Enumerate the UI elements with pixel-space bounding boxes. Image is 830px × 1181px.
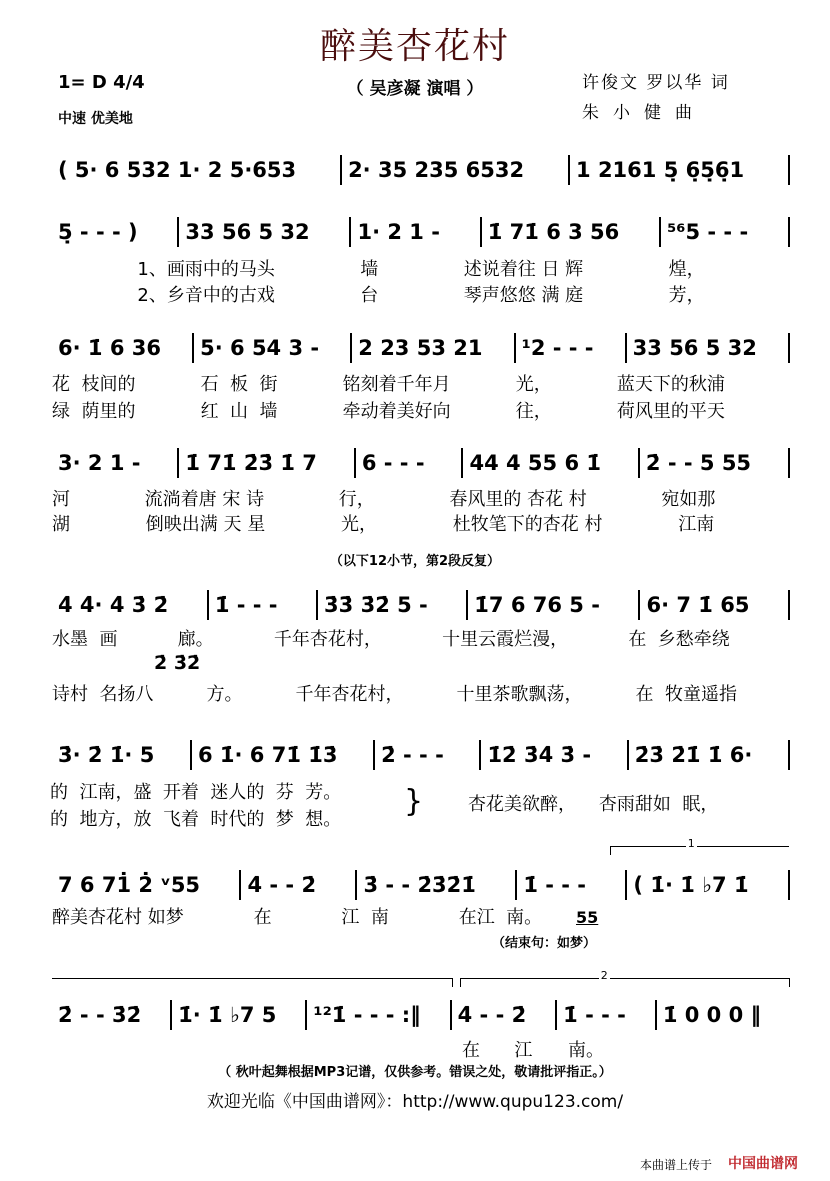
lyric: 倒映出满 天 星: [145, 514, 266, 535]
chorus-lyrics: 杏花美欲醉， 杏雨甜如 眠，: [468, 794, 719, 815]
measure: 1̇ - - -: [557, 1000, 657, 1030]
lyric: 方。: [206, 684, 243, 705]
measure: 1̇ 71̇ 6 3 56: [482, 217, 661, 247]
measure: 1 2161 5̣ 6̣5̣6̣1: [570, 155, 790, 185]
footnote: （ 秋叶起舞根据MP3记谱，仅供参考。错误之处，敬请批评指正。）: [218, 1065, 612, 1080]
measure: 2̇ - - -: [375, 740, 481, 770]
measure: 33 56 5 32: [179, 217, 351, 247]
tempo-marking: 中速 优美地: [58, 111, 133, 127]
lyric: 江南: [678, 514, 715, 535]
key-signature: 1= D 4/4: [58, 72, 145, 93]
measure: 33 56 5 32: [627, 333, 790, 363]
measure: 5̣ - - - ): [52, 217, 179, 247]
lyric: 墙: [360, 259, 379, 280]
song-title: 醉美杏花村: [319, 26, 510, 67]
repeat-note: （以下12小节，第2段反复）: [329, 554, 501, 569]
lyric: 湖: [52, 514, 70, 535]
measure: 7 6 71̇ 2̇ ᵛ55: [52, 870, 241, 900]
measure: 1̇ - - -: [517, 870, 627, 900]
lyric: 花 枝间的: [52, 374, 136, 395]
lyric: 铭刻着千年月: [342, 374, 451, 395]
measure: 1̇2̇ 3̇4̇ 3̇ -: [481, 740, 628, 770]
measure: 6· 1̇ 6 36: [52, 333, 194, 363]
lyric: 荷风里的平天: [616, 401, 725, 422]
measure: 6· 7 1̇ 65: [640, 590, 790, 620]
lyrics-verse-2: [52, 683, 790, 707]
lyric: 煌，: [668, 259, 705, 280]
system-8: [52, 1000, 790, 1030]
lyric: 春风里的 杏花 村: [449, 489, 587, 510]
lyric: 在 乡愁牵绕: [628, 629, 730, 650]
measure: ( 1̇· 1̇ ♭7 1̇: [627, 870, 790, 900]
measure: 2̇3̇ 2̇1̇ 1̇ 6·: [629, 740, 790, 770]
lyric: 琴声悠悠 满 庭: [463, 285, 584, 306]
lyric: 行，: [338, 489, 375, 510]
lyric: 往，: [515, 401, 552, 422]
system-3: [52, 333, 790, 363]
measure: 2· 35 235 6532: [342, 155, 570, 185]
measure: 6 - - -: [356, 448, 464, 478]
lyric: 流淌着唐 宋 诗: [144, 489, 265, 510]
brace-icon: }: [404, 784, 424, 819]
measure: 3̇ - - 2̇3̇2̇1̇: [357, 870, 517, 900]
measure: 1̇ - - -: [209, 590, 318, 620]
lyric: 台: [360, 285, 379, 306]
lyric: 在江 南。: [458, 907, 543, 928]
lyrics-verse-2: 的 地方，放 飞着 时代的 梦 想。: [50, 809, 342, 830]
composer: 朱小健曲: [582, 103, 706, 123]
system-7: [52, 870, 790, 900]
lyrics-verse-2: [52, 284, 790, 308]
measure: 3̇3̇ 3̇2̇ 5 -: [318, 590, 468, 620]
measure: 4̇ 4̇· 4̇ 3̇ 2̇: [52, 590, 209, 620]
lyric: 红 山 墙: [200, 401, 278, 422]
measure: ¹²1̇ - - - :‖: [307, 1000, 451, 1030]
volta-line: [52, 978, 453, 987]
volta-number: 1: [687, 837, 695, 850]
lyricist: 许俊文 罗以华 词: [582, 73, 730, 93]
lyric: 芳，: [668, 285, 705, 306]
lyric: 蓝天下的秋浦: [616, 374, 725, 395]
measure: 1̇ 71̇ 2̇3̇ 1̇ 7: [179, 448, 355, 478]
system-6: [52, 740, 790, 770]
lyric: 醉美杏花村 如梦: [52, 907, 184, 928]
lyric: 绿 荫里的: [52, 401, 136, 422]
measure: ¹2 - - -: [516, 333, 627, 363]
measure: 1̇· 1̇ ♭7 5: [172, 1000, 307, 1030]
singer: （ 吴彦凝 演唱 ）: [346, 79, 484, 99]
system-2: [52, 217, 790, 247]
welcome-text: 欢迎光临《中国曲谱网》：http://www.qupu123.com/: [206, 1092, 624, 1112]
lyric: [52, 284, 137, 308]
lyrics-verse-2: [52, 400, 790, 424]
lyric: 宛如那: [661, 489, 716, 510]
lyrics-verse-1: [52, 373, 790, 397]
volta-1: [610, 837, 789, 855]
lyric: 江 南: [341, 907, 389, 928]
lyric: 十里茶歌飘荡，: [456, 684, 583, 705]
measure: 2 23 53 21: [352, 333, 515, 363]
lyrics-verse-1: 的 江南，盛 开着 迷人的 芬 芳。: [50, 782, 342, 803]
measure: 1̇7 6 76 5 -: [468, 590, 640, 620]
lyric: 在 江: [462, 1040, 533, 1061]
lyrics-verse-1: [52, 488, 790, 512]
lyric: 光，: [340, 514, 377, 535]
measure: 4̇ - - 2̇: [452, 1000, 558, 1030]
volta-2: [460, 969, 790, 987]
lyric: 河: [52, 489, 70, 510]
lyric: 诗村 名扬八: [52, 684, 154, 705]
lyric: 牵动着美好向: [342, 401, 451, 422]
site-logo: 中国曲谱网: [728, 1156, 798, 1172]
lyric: 2、乡音中的古戏: [137, 285, 275, 306]
lyric: 水墨 画: [52, 629, 118, 650]
lyric: 南。: [568, 1040, 604, 1061]
measure: 1̇ 0 0 0 ‖: [662, 1003, 762, 1027]
ending-label: （结束句：如梦）: [492, 936, 597, 951]
measure: 1· 2 1 -: [351, 217, 481, 247]
volta-number: 2: [600, 969, 608, 982]
measure: 44 4 55 6 1̇: [463, 448, 639, 478]
measure: 5· 6 54 3 -: [194, 333, 352, 363]
lyric: 石 板 街: [200, 374, 278, 395]
system-4: [52, 448, 790, 478]
lyric: 千年杏花村，: [273, 629, 382, 650]
lyric: 光，: [515, 374, 552, 395]
measure: 6 1̇· 6 71̇ 1̇3̇: [192, 740, 375, 770]
system-5: [52, 590, 790, 620]
lyric: 在: [253, 907, 272, 928]
lyric: 述说着往 日 辉: [463, 259, 584, 280]
lyric: 1、画雨中的马头: [137, 259, 275, 280]
lyric: 十里云霞烂漫，: [442, 629, 569, 650]
measure: 4̇ - - 2̇: [241, 870, 357, 900]
measure: 2̇ - - 5 55: [640, 448, 790, 478]
measure: 3̇· 2̇ 1̇· 5: [52, 740, 192, 770]
lyrics-verse-1: [52, 628, 790, 652]
lyric: 廊。: [177, 629, 214, 650]
lyric: 在 牧童遥指: [635, 684, 737, 705]
lyrics: [52, 906, 612, 930]
upload-text: 本曲谱上传于: [640, 1158, 713, 1172]
lyric: [52, 258, 137, 282]
measure: ⁵⁶5 - - -: [661, 217, 790, 247]
measure: ( 5· 6 532 1· 2 5·653: [52, 155, 342, 185]
alternate-notes: 2̇ 3̇2̇: [154, 652, 201, 674]
lyric: 杜牧笔下的杏花 村: [452, 514, 603, 535]
measure: 3· 2 1 -: [52, 448, 179, 478]
measure: 2̇ - - 3̇2̇: [52, 1000, 172, 1030]
ending-notes: 55: [576, 908, 599, 927]
lyrics-verse-2: [52, 513, 790, 537]
lyric: 千年杏花村，: [295, 684, 404, 705]
lyrics-verse-1: [52, 258, 790, 282]
system-1: [52, 155, 790, 185]
